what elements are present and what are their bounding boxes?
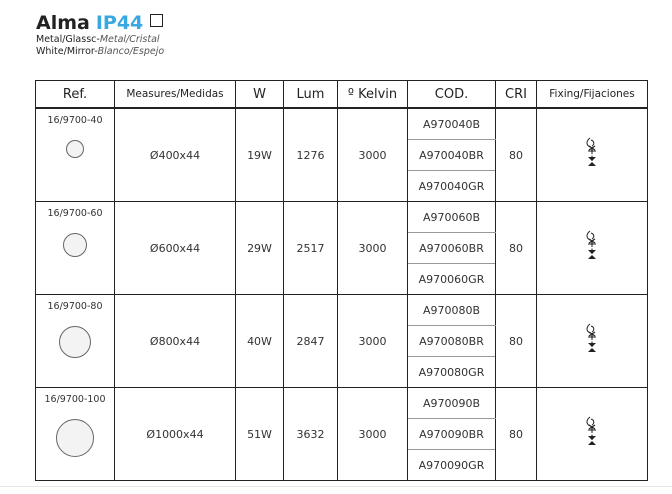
material-italic: Metal/Cristal bbox=[99, 34, 160, 45]
kelvin-cell: 3000 bbox=[338, 295, 408, 388]
material-main: Metal/Glassc- bbox=[36, 34, 100, 45]
lumens-cell: 2847 bbox=[284, 295, 338, 388]
cri-cell: 80 bbox=[496, 202, 537, 295]
header-fixing: Fixing/Fijaciones bbox=[537, 81, 648, 109]
material-line bbox=[36, 34, 164, 46]
header-kelvin: º Kelvin bbox=[338, 81, 408, 109]
product-title bbox=[36, 12, 164, 34]
table-header-row bbox=[36, 81, 648, 109]
ceiling-hook-fixing-icon bbox=[583, 161, 601, 174]
watts-cell: 40W bbox=[236, 295, 284, 388]
header-lumens: Lum bbox=[284, 81, 338, 109]
spec-table bbox=[35, 80, 648, 481]
measures-cell: Ø400x44 bbox=[115, 108, 236, 202]
cri-cell: 80 bbox=[496, 108, 537, 202]
cri-cell: 80 bbox=[496, 295, 537, 388]
header-measures: Measures/Medidas bbox=[115, 81, 236, 109]
footer-divider bbox=[0, 486, 672, 487]
table-row bbox=[36, 108, 648, 140]
measures-cell: Ø1000x44 bbox=[115, 388, 236, 481]
ceiling-hook-fixing-icon bbox=[583, 440, 601, 453]
ref-cell bbox=[36, 202, 115, 295]
kelvin-cell: 3000 bbox=[338, 202, 408, 295]
cod-cell: A970080BR bbox=[408, 326, 496, 357]
lamp-size-circle-icon bbox=[63, 233, 87, 257]
lumens-cell: 3632 bbox=[284, 388, 338, 481]
lamp-size-circle-icon bbox=[59, 326, 91, 358]
header-ref: Ref. bbox=[36, 81, 115, 109]
measures-cell: Ø800x44 bbox=[115, 295, 236, 388]
cod-cell: A970060BR bbox=[408, 233, 496, 264]
fixing-cell bbox=[537, 295, 648, 388]
watts-cell: 29W bbox=[236, 202, 284, 295]
ref-cell bbox=[36, 295, 115, 388]
ref-code: 16/9700-80 bbox=[47, 301, 103, 312]
kelvin-cell: 3000 bbox=[338, 108, 408, 202]
class-ii-square-icon bbox=[150, 14, 163, 27]
lumens-cell: 2517 bbox=[284, 202, 338, 295]
measures-cell: Ø600x44 bbox=[115, 202, 236, 295]
ceiling-hook-fixing-icon bbox=[583, 347, 601, 360]
table-row bbox=[36, 295, 648, 326]
cod-cell: A970040GR bbox=[408, 171, 496, 202]
lumens-cell: 1276 bbox=[284, 108, 338, 202]
cod-cell: A970060GR bbox=[408, 264, 496, 295]
ref-cell bbox=[36, 388, 115, 481]
cod-cell: A970090BR bbox=[408, 419, 496, 450]
cod-cell: A970080GR bbox=[408, 357, 496, 388]
kelvin-cell: 3000 bbox=[338, 388, 408, 481]
cod-cell: A970080B bbox=[408, 295, 496, 326]
ref-cell bbox=[36, 108, 115, 202]
watts-cell: 19W bbox=[236, 108, 284, 202]
cod-cell: A970040BR bbox=[408, 140, 496, 171]
cod-cell: A970090GR bbox=[408, 450, 496, 481]
cri-cell: 80 bbox=[496, 388, 537, 481]
table-row bbox=[36, 388, 648, 419]
product-name: Alma bbox=[36, 12, 90, 34]
cod-cell: A970090B bbox=[408, 388, 496, 419]
ceiling-hook-fixing-icon bbox=[583, 254, 601, 267]
lamp-size-circle-icon bbox=[56, 419, 94, 457]
header-watts: W bbox=[236, 81, 284, 109]
fixing-cell bbox=[537, 388, 648, 481]
lamp-size-circle-icon bbox=[66, 140, 84, 158]
cod-cell: A970040B bbox=[408, 108, 496, 140]
product-header bbox=[36, 12, 164, 58]
header-cri: CRI bbox=[496, 81, 537, 109]
finish-italic: Blanco/Espejo bbox=[97, 46, 165, 57]
watts-cell: 51W bbox=[236, 388, 284, 481]
table-row bbox=[36, 202, 648, 233]
ref-code: 16/9700-40 bbox=[47, 115, 103, 126]
finish-line bbox=[36, 46, 164, 58]
ref-code: 16/9700-60 bbox=[47, 208, 103, 219]
fixing-cell bbox=[537, 202, 648, 295]
cod-cell: A970060B bbox=[408, 202, 496, 233]
ip-rating: IP44 bbox=[95, 12, 144, 34]
header-cod: COD. bbox=[408, 81, 496, 109]
fixing-cell bbox=[537, 108, 648, 202]
ref-code: 16/9700-100 bbox=[44, 394, 106, 405]
finish-main: White/Mirror- bbox=[36, 46, 98, 57]
